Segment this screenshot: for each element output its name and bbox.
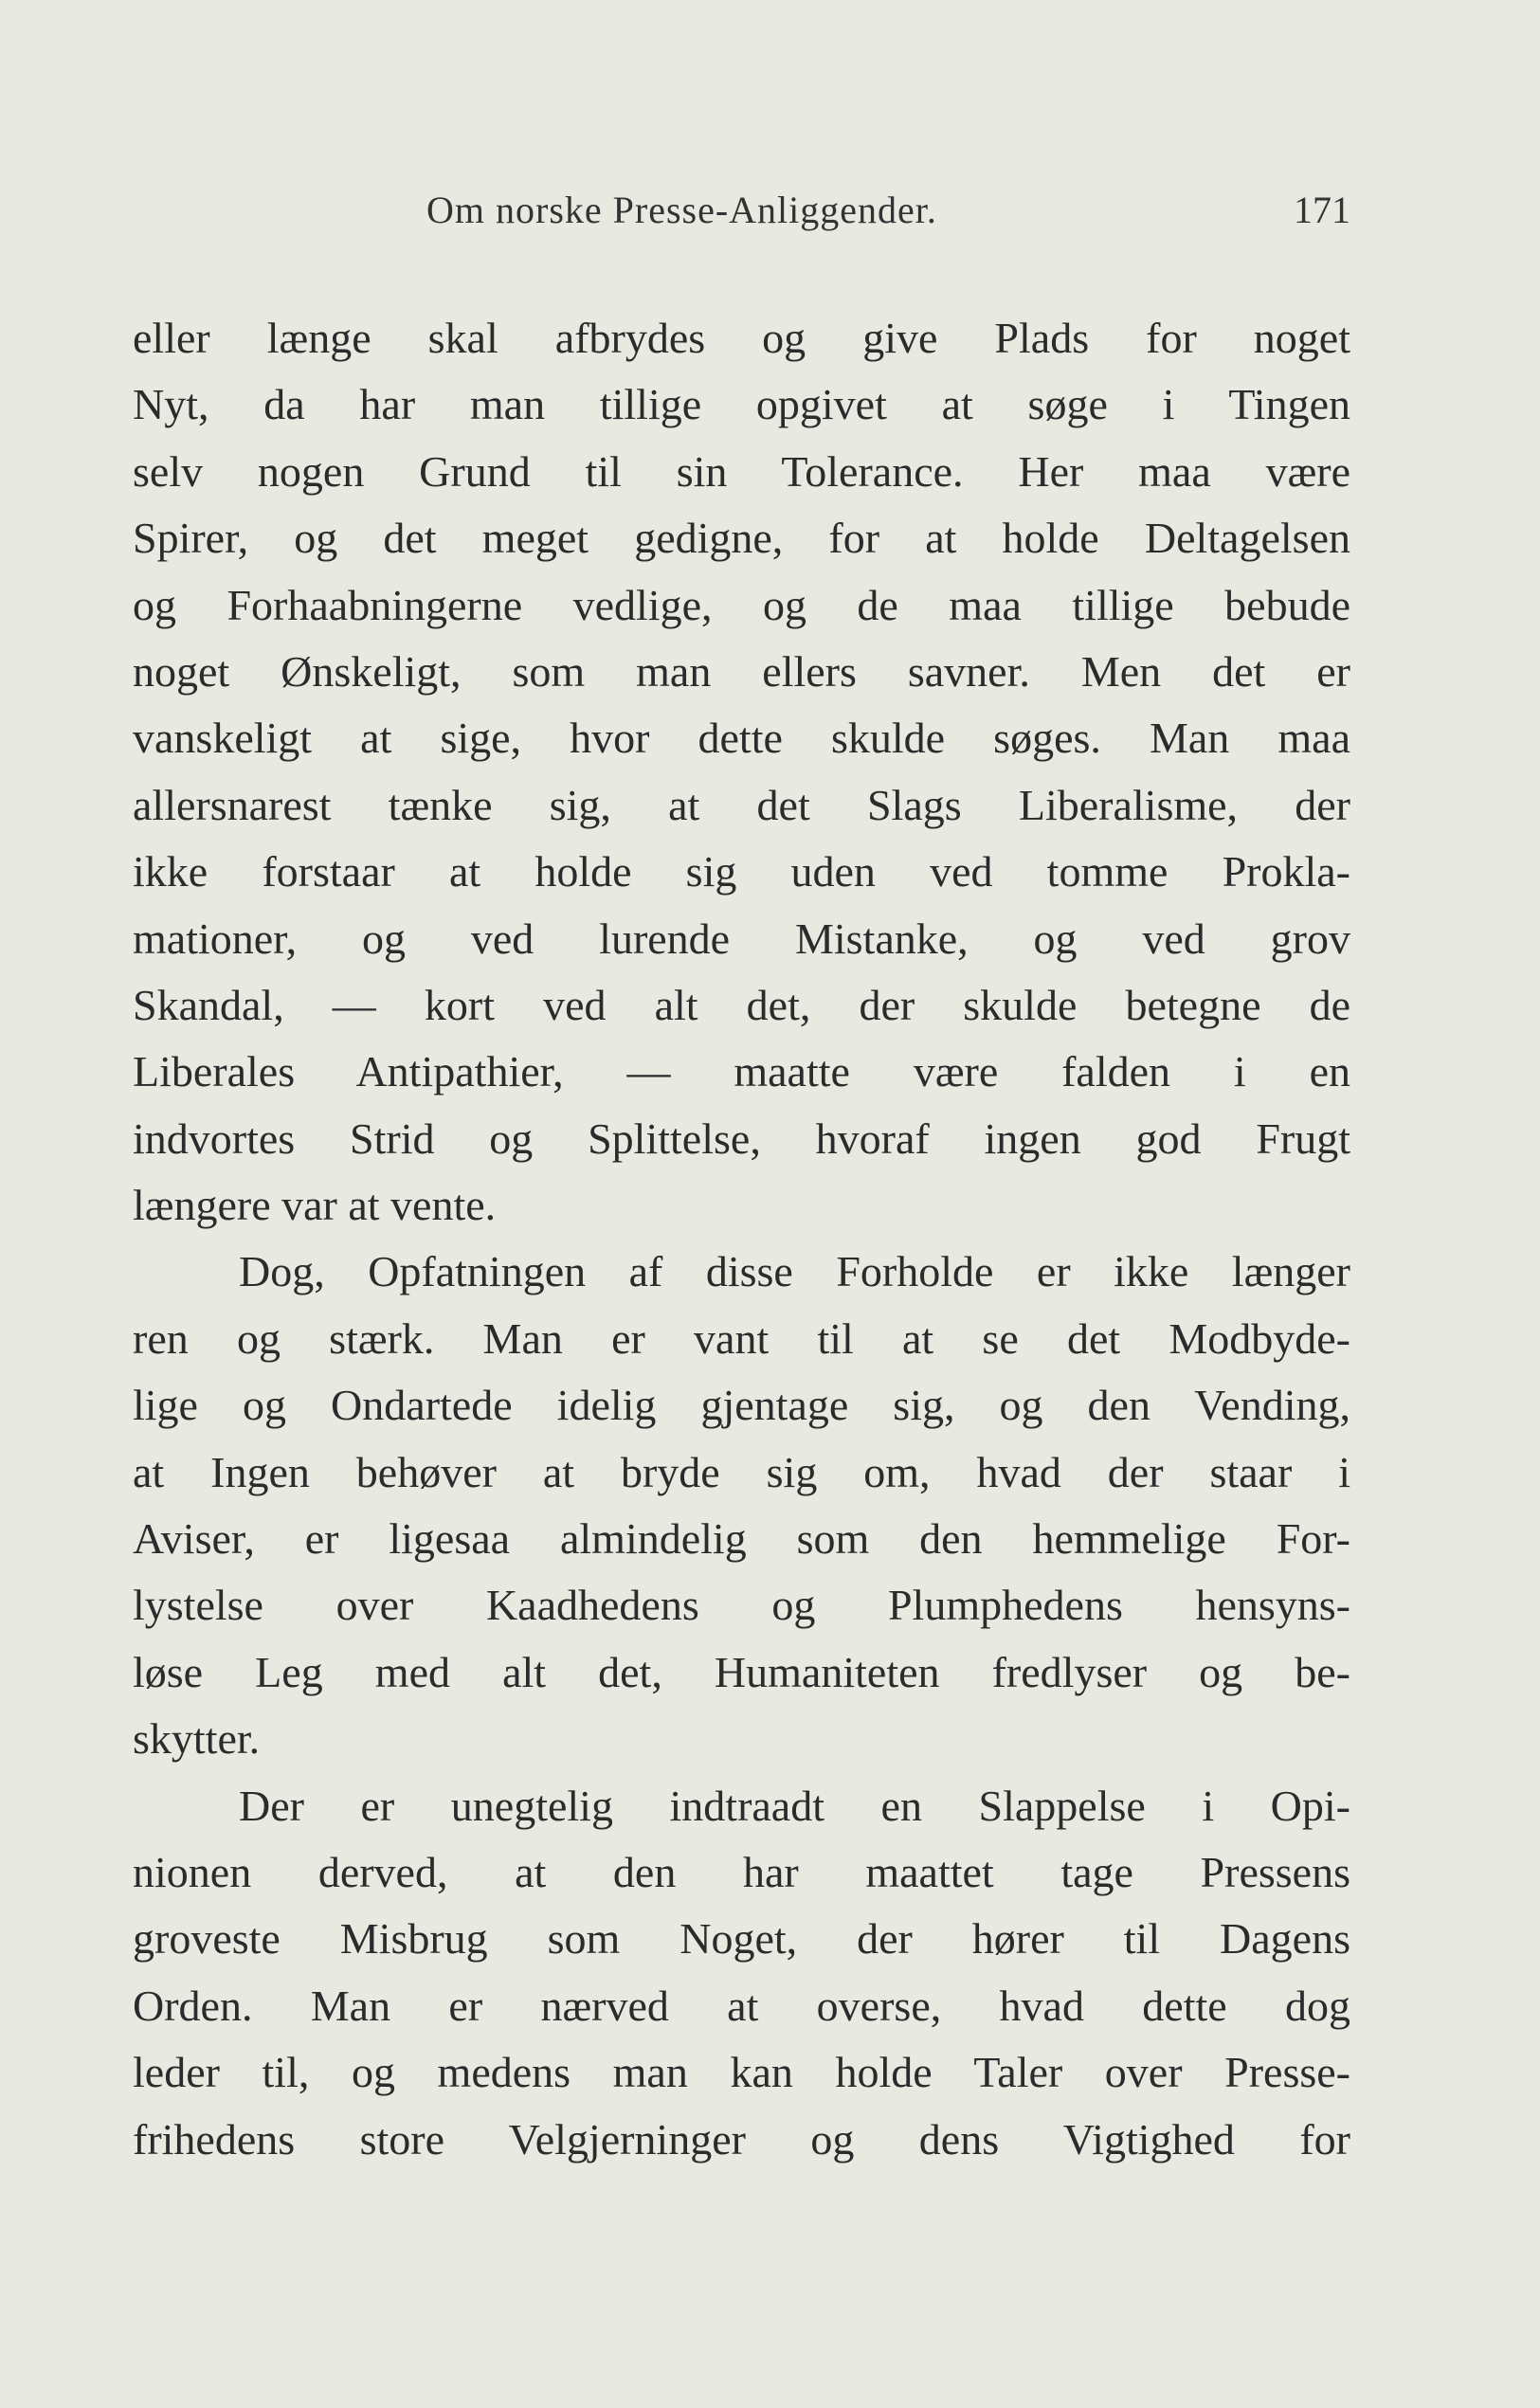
text-line: nionen derved, at den har maattet tage Pressens: [133, 1847, 1350, 1896]
text-line: noget Ønskeligt, som man ellers savner. Men det er: [133, 646, 1350, 696]
page-number: 171: [1294, 189, 1350, 231]
text-line: leder til, og medens man kan holde Taler over Presse-: [133, 2048, 1350, 2097]
running-title: Om norske Presse-Anliggender.: [426, 189, 937, 231]
text-line: frihedens store Velgjerninger og dens Vigtighed for: [133, 2114, 1350, 2164]
text-line: indvortes Strid og Splittelse, hvoraf ingen god Frugt: [133, 1113, 1350, 1163]
text-line: længere var at vente.: [133, 1181, 497, 1230]
text-line: ren og stærk. Man er vant til at se det Modbyde-: [133, 1313, 1350, 1363]
text-line: ikke forstaar at holde sig uden ved tomme Prokla-: [133, 847, 1350, 896]
text-line: allersnarest tænke sig, at det Slags Liberalisme, der: [133, 780, 1350, 829]
text-line: selv nogen Grund til sin Tolerance. Her maa være: [133, 446, 1350, 496]
text-line: løse Leg med alt det, Humaniteten fredlyser og be-: [133, 1647, 1350, 1696]
text-line: vanskeligt at sige, hvor dette skulde søges. Man maa: [133, 714, 1350, 763]
text-line: groveste Misbrug som Noget, der hører til Dagens: [133, 1914, 1350, 1964]
paragraph-first-line: Dog, Opfatningen af disse Forholde er ikke længer: [239, 1247, 1350, 1296]
text-line: Aviser, er ligesaa almindelig som den hemmelige For-: [133, 1514, 1350, 1564]
text-line: at Ingen behøver at bryde sig om, hvad der staar i: [133, 1447, 1350, 1496]
text-line: Nyt, da har man tillige opgivet at søge i Tingen: [133, 380, 1350, 429]
text-line: skytter.: [133, 1714, 261, 1764]
running-head: [133, 188, 1350, 244]
text-line: Skandal, — kort ved alt det, der skulde betegne de: [133, 980, 1350, 1029]
text-line: eller længe skal afbrydes og give Plads for noget: [133, 314, 1350, 362]
text-line: Spirer, og det meget gedigne, for at holde Deltagelsen: [133, 514, 1350, 563]
body-text: [133, 305, 1350, 2173]
text-line: Liberales Antipathier, — maatte være falden i en: [133, 1047, 1350, 1096]
text-line: Orden. Man er nærved at overse, hvad dette dog: [133, 1981, 1350, 2030]
text-line: mationer, og ved lurende Mistanke, og ved grov: [133, 914, 1350, 963]
text-line: og Forhaabningerne vedlige, og de maa tillige bebude: [133, 580, 1350, 629]
text-line: lystelse over Kaadhedens og Plumphedens hensyns-: [133, 1581, 1350, 1630]
text-line: lige og Ondartede idelig gjentage sig, og den Vending,: [133, 1381, 1350, 1430]
paragraph-first-line: Der er unegtelig indtraadt en Slappelse i Opi-: [239, 1781, 1350, 1830]
